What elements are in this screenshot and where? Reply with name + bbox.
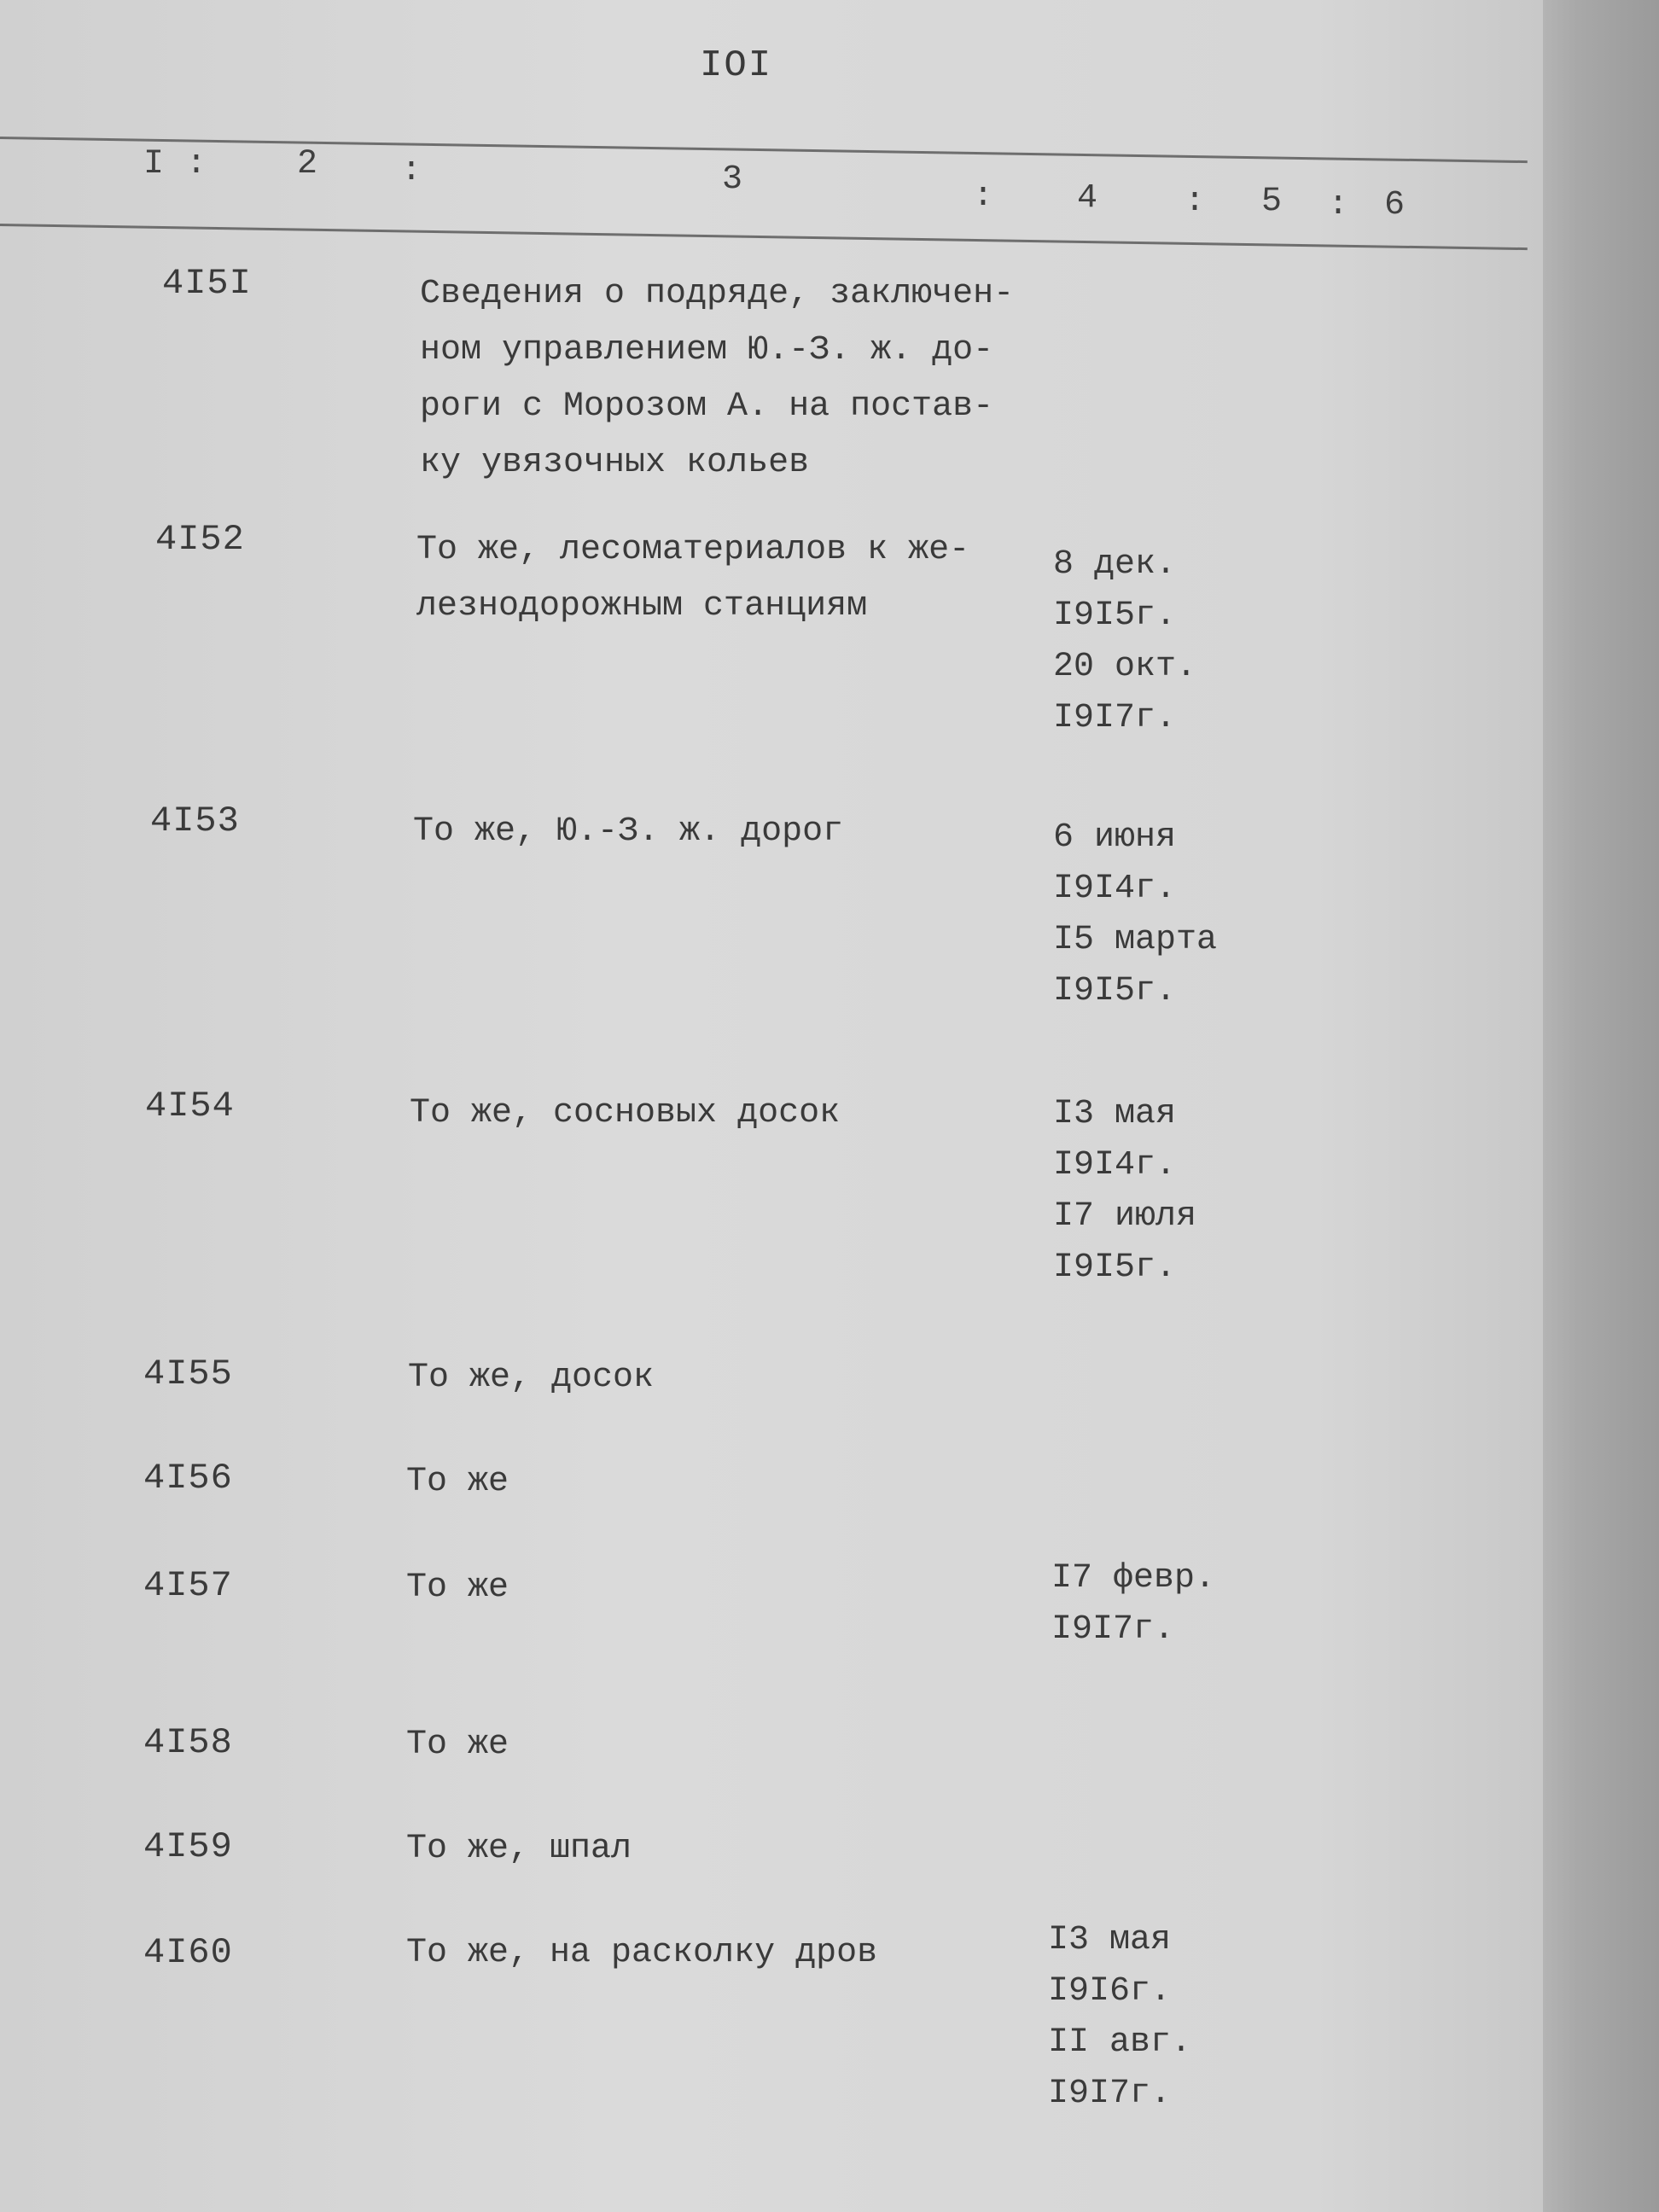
entry-description: То же — [406, 1726, 509, 1764]
entry-number: 4I57 — [143, 1565, 233, 1606]
entry-dates: I3 мая I9I6г. II авг. I9I7г. — [1048, 1921, 1192, 2113]
entry-description: Сведения о подряде, заключен- ном управлением Ю.-З. ж. до- роги с Морозом А. на постав- ку увязочных кольев — [420, 275, 1015, 482]
entry-description: То же, сосновых досок — [410, 1094, 841, 1132]
page-stack-edge — [1543, 0, 1659, 2212]
entry-number: 4I55 — [143, 1353, 233, 1394]
entry-number: 4I53 — [150, 800, 240, 841]
entry-description: То же, лесоматериалов к же- лезнодорожным станциям — [416, 531, 970, 626]
entry-number: 4I59 — [143, 1826, 233, 1867]
page-number: IOI — [700, 44, 773, 87]
column-separator: : — [401, 152, 422, 190]
column-header-6: 6 — [1384, 186, 1406, 224]
header-rule-bottom — [0, 224, 1528, 250]
entry-number: 4I5I — [162, 263, 252, 304]
column-separator: : — [1185, 183, 1206, 221]
entry-description: То же, шпал — [406, 1830, 632, 1868]
column-header-3: 3 — [722, 160, 743, 199]
entry-number: 4I56 — [143, 1458, 233, 1499]
entry-number: 4I52 — [155, 519, 245, 560]
entry-dates: 8 дек. I9I5г. 20 окт. I9I7г. — [1053, 545, 1197, 737]
entry-dates: I3 мая I9I4г. I7 июля I9I5г. — [1053, 1095, 1197, 1287]
column-separator: : — [1328, 186, 1349, 224]
column-header-4: 4 — [1077, 179, 1098, 218]
entry-description: То же, на расколку дров — [406, 1934, 878, 1972]
entry-description: То же — [406, 1569, 509, 1607]
entry-description: То же — [406, 1463, 509, 1501]
column-header-5: 5 — [1261, 183, 1283, 221]
entry-number: 4I54 — [145, 1086, 235, 1126]
entry-number: 4I58 — [143, 1722, 233, 1763]
column-separator: : — [973, 178, 994, 216]
entry-dates: 6 июня I9I4г. I5 марта I9I5г. — [1053, 818, 1218, 1010]
entry-description: То же, Ю.-З. ж. дорог — [413, 812, 844, 851]
column-header-2: 2 — [297, 145, 318, 183]
entry-number: 4I60 — [143, 1932, 233, 1973]
entry-dates: I7 февр. I9I7г. — [1051, 1559, 1216, 1649]
column-header-1: I — [143, 145, 165, 183]
entry-description: То же, досок — [408, 1359, 655, 1397]
column-separator: : — [186, 145, 207, 183]
header-rule-top — [0, 137, 1528, 163]
